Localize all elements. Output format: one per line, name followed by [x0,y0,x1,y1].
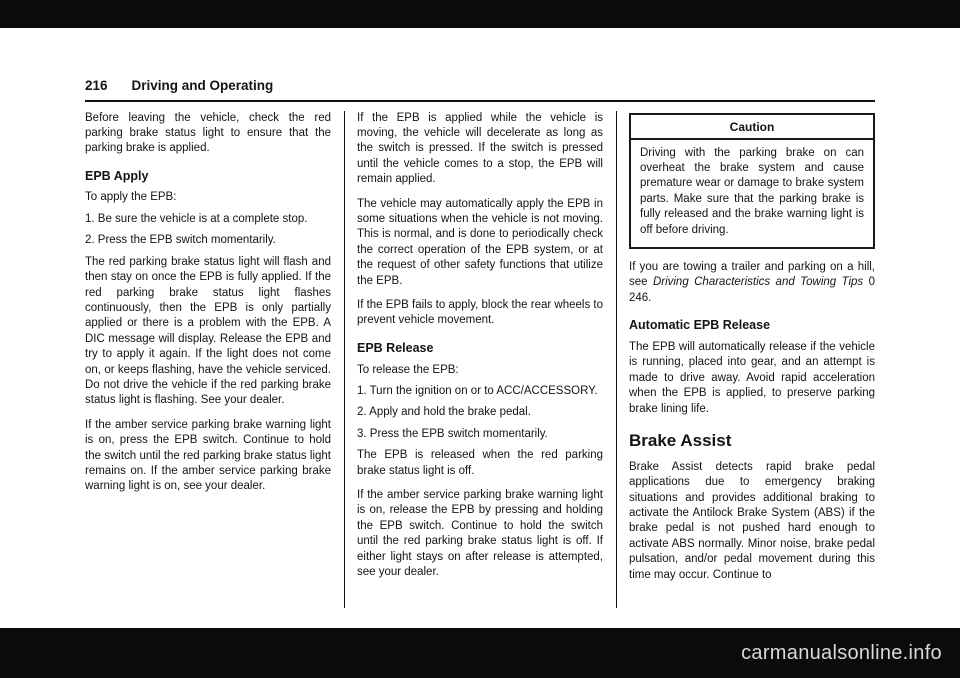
section-title: Driving and Operating [131,78,274,93]
paragraph-auto-release: The EPB will automatically release if the vehicle is running, placed into gear, and an attempt is made to drive away. Avoid rapid acceleration when the EPB is applied, to preserve parking brake lining life. [629,340,875,415]
column-divider-1 [344,111,345,608]
content-columns [85,111,875,608]
apply-intro: To apply the EPB: [85,191,177,204]
paragraph-applied-moving: If the EPB is applied while the vehicle is moving, the vehicle will decelerate as long as the switch is pressed. If the switch is pressed until the vehicle comes to a stop, the EPB will remain applied. [357,111,603,186]
caution-title: Caution [631,115,873,140]
cross-reference-page: 0 246. [629,276,875,304]
paragraph-amber-warning: If the amber service parking brake warning light is on, press the EPB switch. Continue to hold the switch until the red parking brake status light remains on. If the amber service parking brake warning light is on, see your dealer. [85,418,331,493]
paragraph-auto-apply: The vehicle may automatically apply the EPB in some situations when the vehicle is not moving. This is normal, and is done to periodically check the correct operation of the EPB system, or at the request of other safety functions that utilize the EPB. [357,197,603,287]
top-letterbox-bar [0,0,960,28]
page-number: 216 [85,78,108,93]
column-left [85,111,331,608]
header-rule [85,100,875,102]
paragraph-status-light: The red parking brake status light will flash and then stay on once the EPB is fully applied. If the red parking brake status light flashes continuously, then the EPB is only partially applied or there is a problem with the EPB. A DIC message will display. Release the EPB and try to apply it again. If the light does not come on, or keeps flashing, have the vehicle serviced. Do not drive the vehicle if the red parking brake status light is flashing. See your dealer. [85,255,331,407]
column-gap [331,111,357,608]
paragraph-amber-release: If the amber service parking brake warning light is on, release the EPB by pressing and holding the EPB switch. Continue to hold the switch until the red parking brake status light is off. If either light stays on after release is attempted, see your dealer. [357,488,603,578]
column-divider-2 [616,111,617,608]
release-step-3: 3. Press the EPB switch momentarily. [357,427,548,440]
paragraph-brake-assist: Brake Assist detects rapid brake pedal applications due to emergency braking situations and provides additional braking to activate the Antilock Brake System (ABS) if the brake pedal is not pushed hard enough to activate ABS normally. Minor noise, brake pedal pulsation, and/or pedal movement during this time may occur. Continue to [629,460,875,581]
column-gap [603,111,629,608]
column-middle [357,111,603,608]
caution-body: Driving with the parking brake on can overheat the brake system and cause premature wear or damage to brake system parts. Make sure that the parking brake is fully released and the brake warning light is off before driving. [640,146,864,236]
heading-epb-apply: EPB Apply [85,168,149,183]
manual-page [0,28,960,628]
paragraph-released: The EPB is released when the red parking brake status light is off. [357,449,603,477]
column-right [629,111,875,608]
page-header [85,78,875,93]
apply-step-2: 2. Press the EPB switch momentarily. [85,234,276,247]
watermark: carmanualsonline.info [741,641,942,664]
release-step-1: 1. Turn the ignition on or to ACC/ACCESSORY. [357,384,598,397]
release-step-2: 2. Apply and hold the brake pedal. [357,406,531,419]
paragraph-intro: Before leaving the vehicle, check the red parking brake status light to ensure that the parking brake is applied. [85,111,331,155]
heading-automatic-epb-release: Automatic EPB Release [629,318,771,333]
paragraph-towing-note [629,260,875,306]
apply-step-1: 1. Be sure the vehicle is at a complete stop. [85,212,308,225]
paragraph-fails-to-apply: If the EPB fails to apply, block the rear wheels to prevent vehicle movement. [357,298,603,327]
towing-note-text: If you are towing a trailer and parking on a hill, see [629,261,875,289]
caution-box [629,113,875,250]
bottom-letterbox-bar [0,628,960,678]
heading-epb-release: EPB Release [357,340,434,355]
heading-brake-assist: Brake Assist [629,431,732,451]
release-intro: To release the EPB: [357,363,459,376]
cross-reference-title: Driving Characteristics and Towing Tips [652,276,864,289]
